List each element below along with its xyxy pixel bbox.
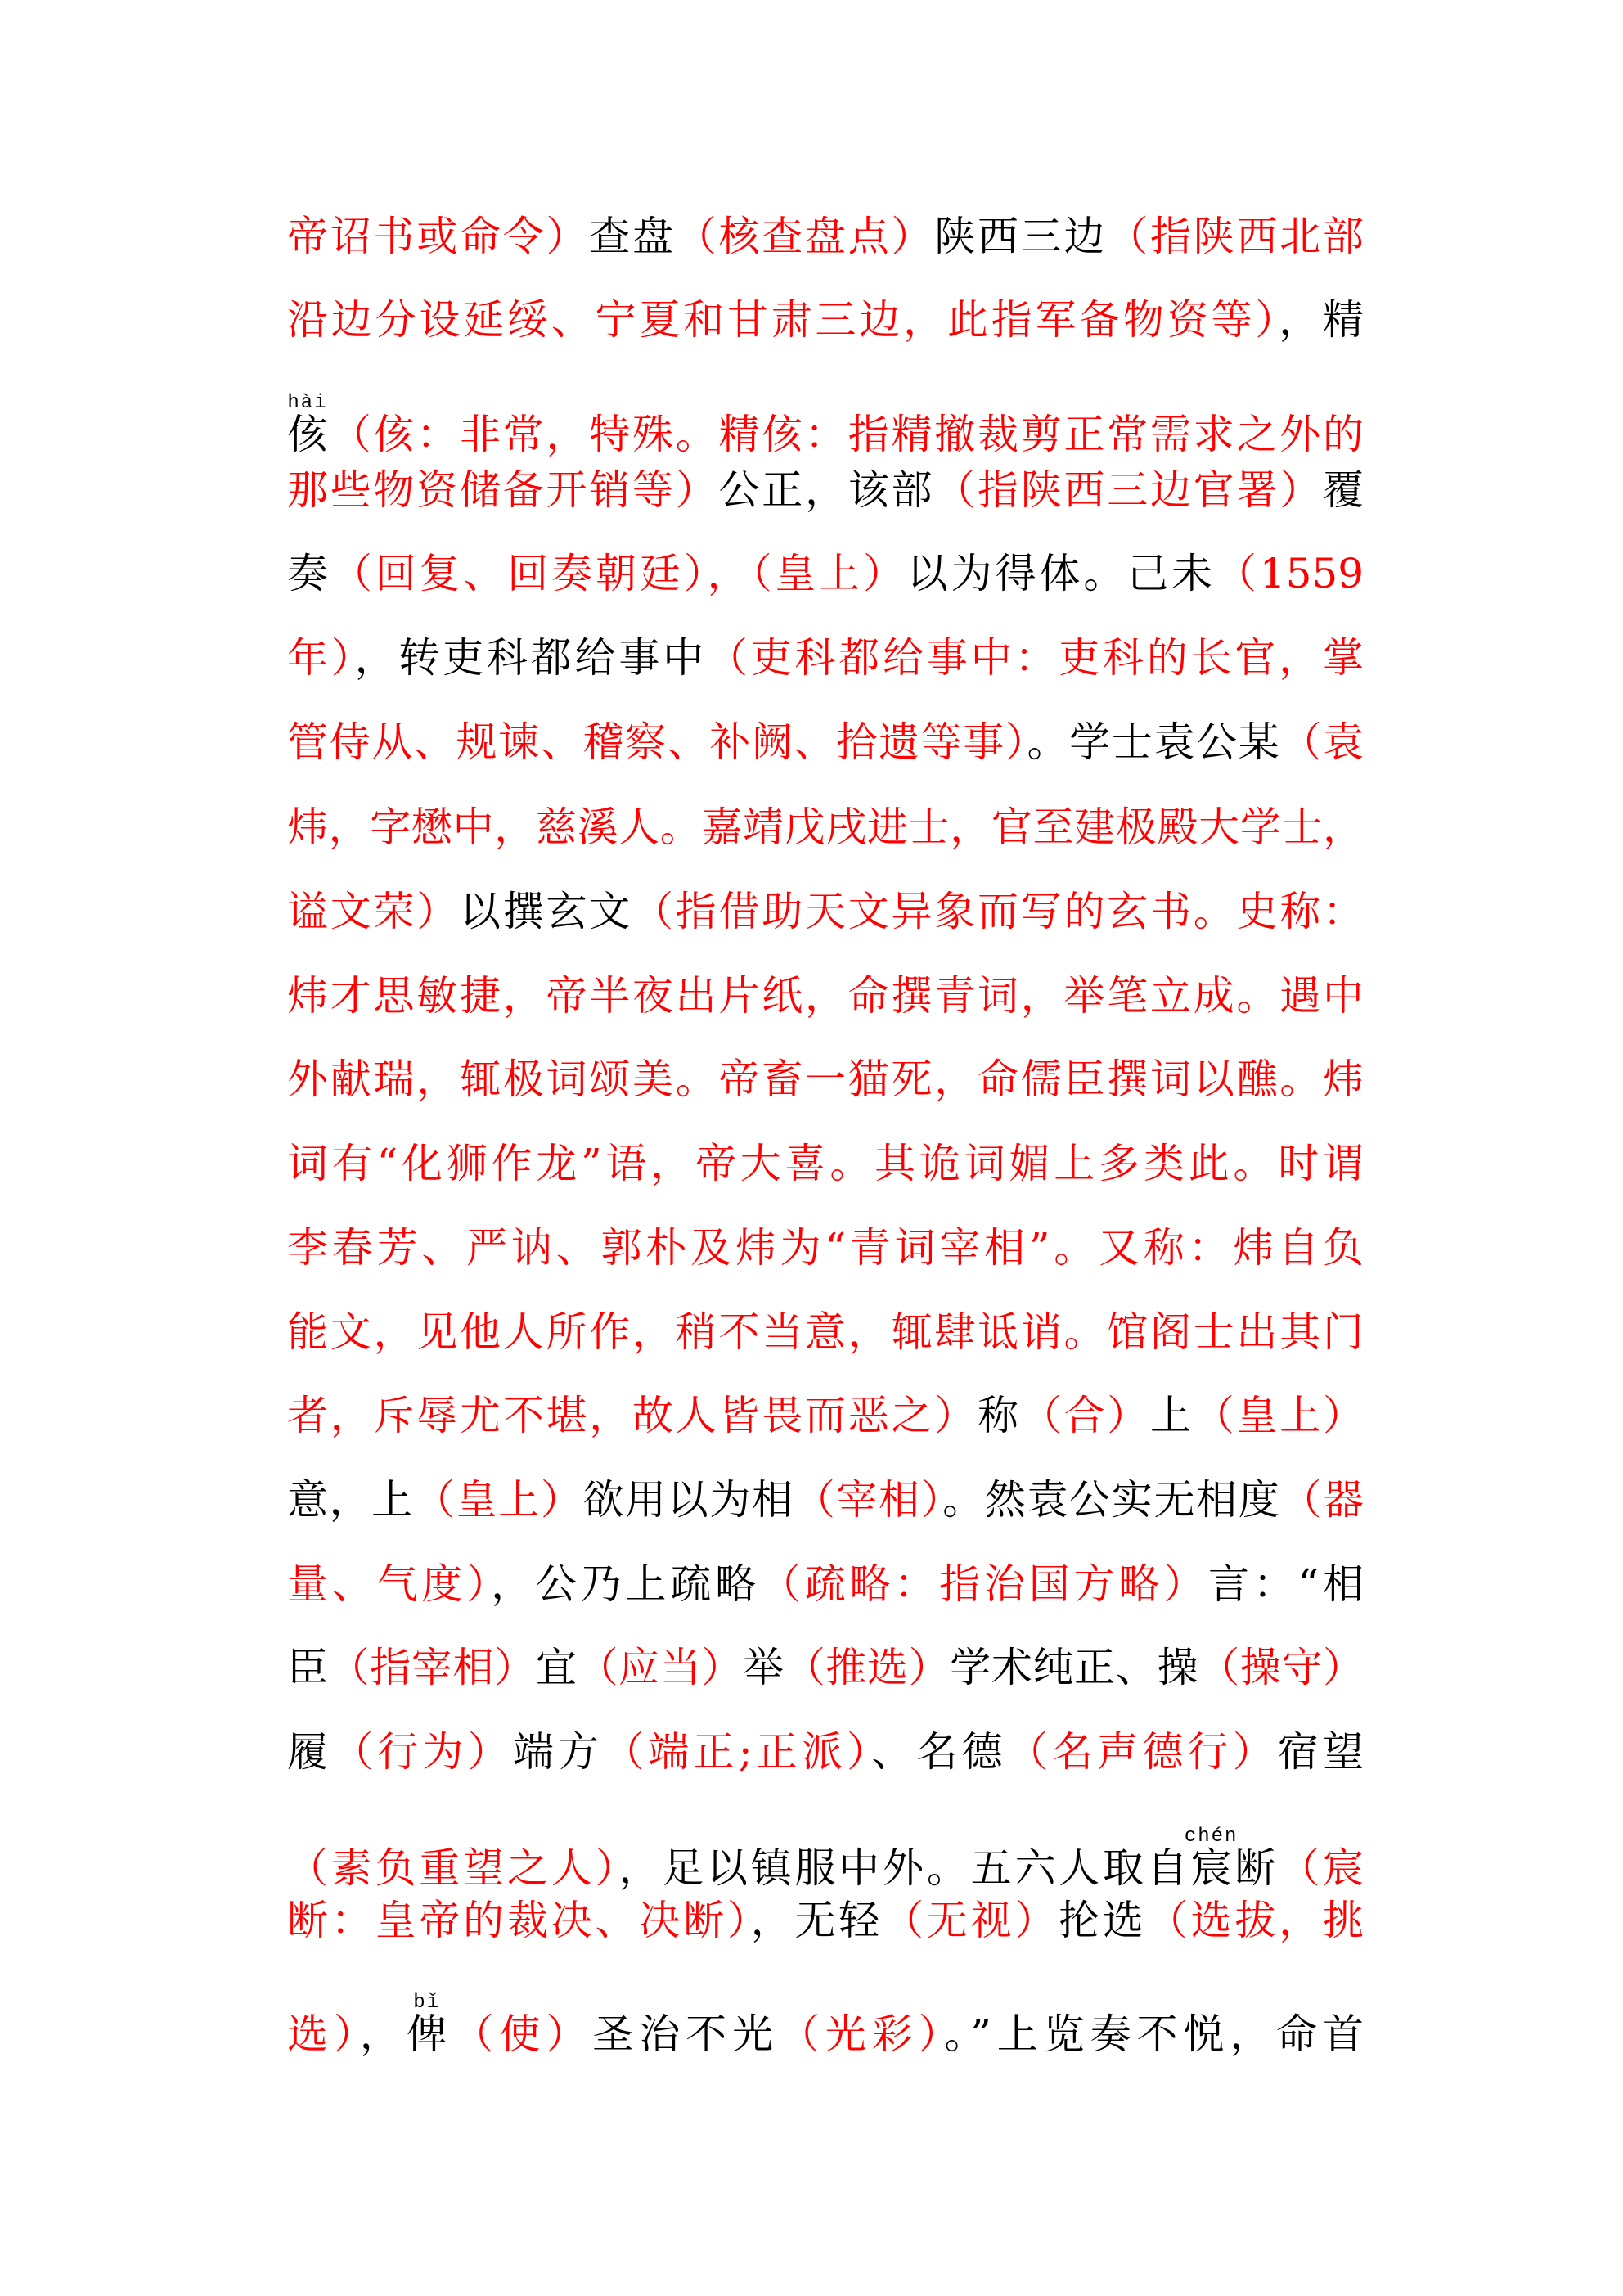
original-text: 抡选	[1059, 1897, 1147, 1944]
original-text: 。然袁公实无相度	[942, 1476, 1281, 1524]
annotation-text: （指陕西三边官署）	[934, 466, 1323, 514]
annotation-text: （1559	[1215, 550, 1364, 597]
original-text: 宜	[535, 1644, 578, 1691]
text-line	[287, 802, 1364, 853]
text-line	[287, 211, 1364, 262]
annotation-text: 炜才思敏捷，帝半夜出片纸，命撰青词，举笔立成。遇中	[287, 972, 1364, 1020]
annotation-text: 李春芳、严讷、郭朴及炜为“青词宰相”。又称：炜自负	[287, 1224, 1364, 1272]
text-line	[287, 295, 1364, 345]
pinyin: hài	[287, 392, 328, 414]
original-text: 公正，该部	[718, 466, 935, 514]
original-text: 。学士袁公某	[1027, 718, 1281, 766]
annotation-text: 量、气度）	[287, 1560, 492, 1608]
original-text: 言：“相	[1208, 1560, 1364, 1608]
annotation-text: 外献瑞，辄极词颂美。帝畜一猫死，命儒臣撰词以醮。炜	[287, 1056, 1364, 1103]
annotation-text: （操守）	[1198, 1644, 1364, 1691]
text-line	[287, 548, 1364, 599]
annotation-text: （使）	[452, 2010, 593, 2058]
annotation-text: （素负重望之人）	[287, 1844, 619, 1892]
annotation-text: （核查盘点）	[675, 213, 935, 260]
original-text: ，转吏科都给事中	[354, 634, 707, 682]
annotation-text: （合）	[1020, 1392, 1150, 1439]
annotation-text: 谥文荣）	[287, 888, 460, 935]
text-line	[287, 1390, 1364, 1441]
original-text: 意，上	[287, 1476, 414, 1524]
annotation-text: （指陕西北部	[1107, 213, 1364, 260]
pinyin-annotated-char	[406, 1992, 453, 2058]
text-line	[287, 886, 1364, 937]
text-line	[287, 970, 1364, 1021]
text-line	[287, 633, 1364, 683]
original-text: 臣	[287, 1644, 329, 1691]
annotation-text: （宰相）	[794, 1476, 943, 1524]
pinyin: chén	[1184, 1826, 1239, 1848]
text-line	[287, 465, 1364, 515]
annotation-text: （回复、回奏朝廷），（皇上）	[330, 550, 907, 597]
original-text: 欲用以为相	[582, 1476, 794, 1524]
annotation-text: 者，斥辱尤不堪，故人皆畏而恶之）	[287, 1392, 978, 1439]
annotation-text: （行为）	[332, 1728, 513, 1776]
annotation-text: 词有“化狮作龙”语，帝大喜。其诡词媚上多类此。时谓	[287, 1140, 1364, 1187]
original-text: 以为得体。己未	[906, 550, 1216, 597]
original-text: 覆	[1323, 466, 1364, 514]
original-text: 俾	[406, 2010, 453, 2058]
annotation-text: （指宰相）	[328, 1644, 536, 1691]
original-text: 奏	[287, 550, 331, 597]
annotation-text: （袁	[1280, 718, 1364, 766]
original-text: 断	[1231, 1844, 1279, 1892]
annotation-text: 沿边分设延绥、宁夏和甘肃三边，此指军备物资等）	[287, 296, 1279, 344]
annotation-text: （宸	[1279, 1844, 1364, 1892]
annotation-text: （光彩）	[778, 2010, 945, 2058]
text-line	[287, 1992, 1364, 2058]
original-text: 宿望	[1277, 1728, 1364, 1776]
annotation-text: （选拔，挑	[1146, 1897, 1364, 1944]
original-text: 查盘	[589, 213, 676, 260]
pinyin-annotated-char	[1184, 1826, 1239, 1892]
annotation-text: （皇上）	[1193, 1392, 1364, 1439]
annotation-text: 帝诏书或命令）	[287, 213, 590, 260]
original-text: 宸	[1184, 1844, 1239, 1892]
pinyin: bǐ	[406, 1992, 447, 2014]
original-text: 学术纯正、操	[950, 1644, 1199, 1691]
original-text: ，足以镇服中外。五六人取自	[618, 1844, 1191, 1892]
original-text: 侅	[287, 411, 330, 458]
original-text: ，无轻	[750, 1897, 883, 1944]
text-line	[287, 1826, 1364, 1892]
original-text: 端方	[512, 1728, 604, 1776]
original-text: 举	[743, 1644, 785, 1691]
original-text: 圣治不光	[592, 2010, 779, 2058]
text-line	[287, 1054, 1364, 1105]
text-line	[287, 1222, 1364, 1273]
annotation-text: 年）	[287, 634, 355, 682]
annotation-text: 管侍从、规谏、稽察、补阙、拾遗等事）	[287, 718, 1027, 766]
original-text: 。”上览奏不悦，命首	[944, 2010, 1364, 2058]
annotation-text: （端正;正派）	[603, 1728, 872, 1776]
annotation-text: （器	[1280, 1476, 1364, 1524]
annotation-text: （无视）	[883, 1897, 1059, 1944]
original-text: 、名德	[871, 1728, 1007, 1776]
annotation-text: 炜，字懋中，慈溪人。嘉靖戊戌进士，官至建极殿大学士，	[287, 804, 1364, 851]
text-line	[287, 1307, 1364, 1357]
annotation-text: （指借助天文异象而写的玄书。史称：	[632, 888, 1364, 935]
original-text: ，精	[1279, 296, 1364, 344]
annotation-text: （推选）	[784, 1644, 951, 1691]
text-line	[287, 1138, 1364, 1189]
annotation-text: （吏科都给事中：吏科的长官，掌	[706, 634, 1364, 682]
text-line	[287, 1642, 1364, 1693]
annotation-text: （应当）	[577, 1644, 744, 1691]
original-text: 上	[1150, 1392, 1194, 1439]
original-text: ，	[359, 2010, 407, 2058]
original-text: 称	[978, 1392, 1021, 1439]
annotation-text: （疏略：指治国方略）	[759, 1560, 1209, 1608]
text-line	[287, 1474, 1364, 1525]
pinyin-annotated-char	[287, 392, 330, 458]
text-line	[287, 717, 1364, 768]
annotation-text: （名声德行）	[1006, 1728, 1278, 1776]
text-line	[287, 392, 1364, 458]
text-line	[287, 1559, 1364, 1609]
text-line	[287, 1895, 1364, 1946]
annotation-text: 能文，见他人所作，稍不当意，辄肆诋诮。馆阁士出其门	[287, 1308, 1364, 1356]
annotation-text: 那些物资储备开销等）	[287, 466, 719, 514]
original-text: 履	[287, 1728, 333, 1776]
text-line	[287, 1727, 1364, 1777]
annotation-text: 选）	[287, 2010, 360, 2058]
annotation-text: （皇上）	[413, 1476, 583, 1524]
original-text: ，公乃上疏略	[491, 1560, 760, 1608]
original-text: 以撰玄文	[460, 888, 632, 935]
annotation-text: 断：皇帝的裁决、决断）	[287, 1897, 751, 1944]
original-text: 陕西三边	[934, 213, 1108, 260]
annotation-text: （侅：非常，特殊。精侅：指精撤裁剪正常需求之外的	[330, 411, 1364, 458]
